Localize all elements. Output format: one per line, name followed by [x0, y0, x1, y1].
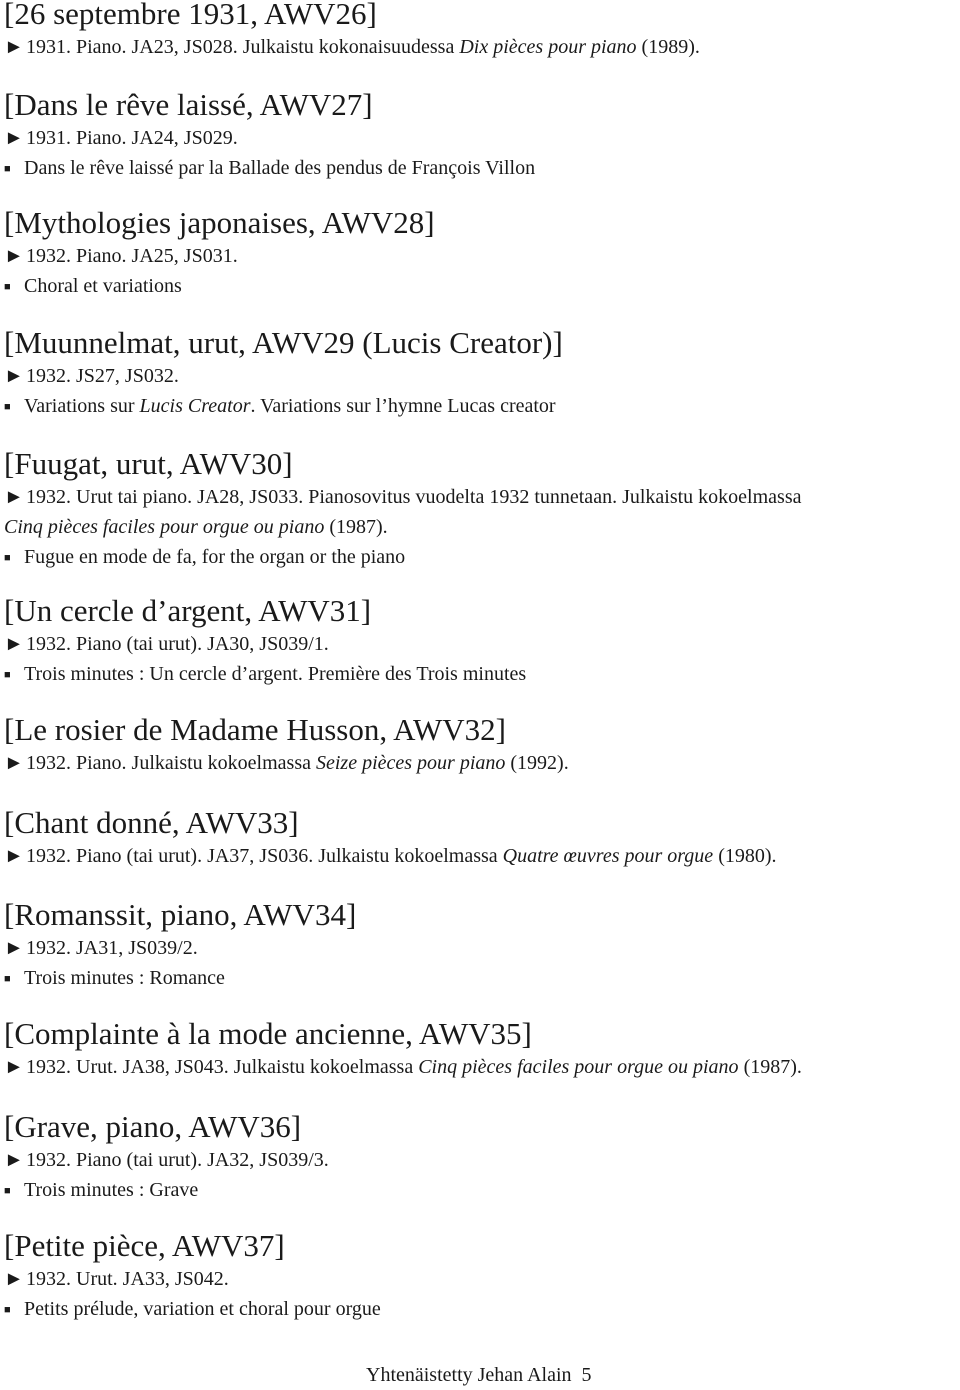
catalog-entry	[4, 325, 960, 422]
entry-title: [Muunnelmat, urut, AWV29 (Lucis Creator)]	[4, 325, 563, 360]
work-title-italic: Quatre œuvres pour orgue	[502, 845, 714, 867]
info-line	[4, 748, 960, 778]
line-text: Choral et variations	[24, 275, 182, 297]
catalog-entry	[4, 87, 960, 184]
catalog-entry	[4, 593, 960, 690]
triangle-bullet-icon: ►	[4, 633, 24, 655]
line-text: 1931. Piano. JA23, JS028. Julkaistu kokonaisuudessa	[26, 36, 460, 58]
entry-title: [26 septembre 1931, AWV26]	[4, 0, 377, 31]
triangle-bullet-icon: ►	[4, 127, 24, 149]
square-bullet-icon: ■	[4, 281, 11, 293]
catalog-entry	[4, 805, 960, 871]
entry-title: [Petite pièce, AWV37]	[4, 1228, 285, 1263]
line-text: (1987).	[324, 516, 388, 538]
line-text: 1932. JS27, JS032.	[26, 365, 179, 387]
footer-title: Yhtenäistetty Jehan Alain	[366, 1364, 572, 1386]
line-text: Trois minutes : Un cercle d’argent. Première des Trois minutes	[24, 663, 527, 685]
page-footer	[366, 1360, 592, 1390]
work-title-italic: Dix pièces pour piano	[459, 36, 637, 58]
catalog-entry	[4, 897, 960, 994]
info-line	[4, 32, 960, 62]
triangle-bullet-icon: ►	[4, 36, 24, 58]
line-text: 1932. Piano. Julkaistu kokoelmassa	[26, 752, 316, 774]
page-number: 5	[581, 1364, 592, 1386]
info-line	[4, 123, 960, 153]
work-title-italic: Lucis Creator	[139, 395, 251, 417]
info-line	[4, 482, 960, 512]
info-line	[4, 1052, 960, 1082]
triangle-bullet-icon: ►	[4, 365, 24, 387]
square-bullet-icon: ■	[4, 669, 11, 681]
subtitle-line	[4, 1175, 960, 1206]
continuation-line	[4, 512, 960, 542]
entry-title: [Chant donné, AWV33]	[4, 805, 299, 840]
line-text: (1992).	[505, 752, 569, 774]
work-title-italic: Seize pièces pour piano	[315, 752, 506, 774]
line-text: (1989).	[636, 36, 700, 58]
entry-title: [Un cercle d’argent, AWV31]	[4, 593, 372, 628]
catalog-entry	[4, 0, 960, 62]
triangle-bullet-icon: ►	[4, 845, 24, 867]
subtitle-line	[4, 271, 960, 302]
entry-title: [Fuugat, urut, AWV30]	[4, 446, 293, 481]
line-text: 1932. Urut. JA38, JS043. Julkaistu kokoelmassa	[26, 1056, 419, 1078]
catalog-entry	[4, 1016, 960, 1082]
square-bullet-icon: ■	[4, 1304, 11, 1316]
triangle-bullet-icon: ►	[4, 752, 24, 774]
catalog-entry	[4, 1109, 960, 1206]
info-line	[4, 241, 960, 271]
subtitle-line	[4, 153, 960, 184]
triangle-bullet-icon: ►	[4, 937, 24, 959]
triangle-bullet-icon: ►	[4, 1149, 24, 1171]
info-line	[4, 933, 960, 963]
entry-title: [Mythologies japonaises, AWV28]	[4, 205, 435, 240]
catalog-entry	[4, 205, 960, 302]
line-text: 1932. JA31, JS039/2.	[26, 937, 198, 959]
entry-title: [Le rosier de Madame Husson, AWV32]	[4, 712, 506, 747]
line-text: 1932. Piano (tai urut). JA30, JS039/1.	[26, 633, 329, 655]
line-text: 1932. Piano (tai urut). JA37, JS036. Julkaistu kokoelmassa	[26, 845, 503, 867]
info-line	[4, 629, 960, 659]
square-bullet-icon: ■	[4, 1185, 11, 1197]
square-bullet-icon: ■	[4, 163, 11, 175]
info-line	[4, 1145, 960, 1175]
info-line	[4, 361, 960, 391]
triangle-bullet-icon: ►	[4, 245, 24, 267]
entry-title: [Romanssit, piano, AWV34]	[4, 897, 357, 932]
line-text: (1987).	[738, 1056, 802, 1078]
line-text: (1980).	[713, 845, 777, 867]
subtitle-line	[4, 542, 960, 573]
catalog-entry	[4, 1228, 960, 1325]
work-title-italic: Cinq pièces faciles pour orgue ou piano	[4, 516, 325, 538]
subtitle-line	[4, 659, 960, 690]
triangle-bullet-icon: ►	[4, 1268, 24, 1290]
info-line	[4, 841, 960, 871]
line-text: 1932. Piano (tai urut). JA32, JS039/3.	[26, 1149, 329, 1171]
line-text: . Variations sur l’hymne Lucas creator	[250, 395, 556, 417]
entry-title: [Dans le rêve laissé, AWV27]	[4, 87, 373, 122]
catalog-entry	[4, 712, 960, 778]
entry-title: [Grave, piano, AWV36]	[4, 1109, 302, 1144]
line-text: 1931. Piano. JA24, JS029.	[26, 127, 238, 149]
catalog-entry	[4, 446, 960, 573]
line-text: 1932. Piano. JA25, JS031.	[26, 245, 238, 267]
square-bullet-icon: ■	[4, 973, 11, 985]
line-text: Variations sur	[24, 395, 140, 417]
line-text: Petits prélude, variation et choral pour orgue	[24, 1298, 381, 1320]
work-title-italic: Cinq pièces faciles pour orgue ou piano	[418, 1056, 739, 1078]
line-text: 1932. Urut tai piano. JA28, JS033. Pianosovitus vuodelta 1932 tunnetaan. Julkaistu kokoelmassa	[26, 486, 802, 508]
triangle-bullet-icon: ►	[4, 486, 24, 508]
subtitle-line	[4, 1294, 960, 1325]
subtitle-line	[4, 391, 960, 422]
square-bullet-icon: ■	[4, 401, 11, 413]
subtitle-line	[4, 963, 960, 994]
line-text: 1932. Urut. JA33, JS042.	[26, 1268, 229, 1290]
line-text: Trois minutes : Grave	[24, 1179, 199, 1201]
info-line	[4, 1264, 960, 1294]
square-bullet-icon: ■	[4, 552, 11, 564]
entry-title: [Complainte à la mode ancienne, AWV35]	[4, 1016, 532, 1051]
triangle-bullet-icon: ►	[4, 1056, 24, 1078]
line-text: Fugue en mode de fa, for the organ or the piano	[24, 546, 406, 568]
line-text: Dans le rêve laissé par la Ballade des pendus de François Villon	[24, 157, 536, 179]
line-text: Trois minutes : Romance	[24, 967, 225, 989]
